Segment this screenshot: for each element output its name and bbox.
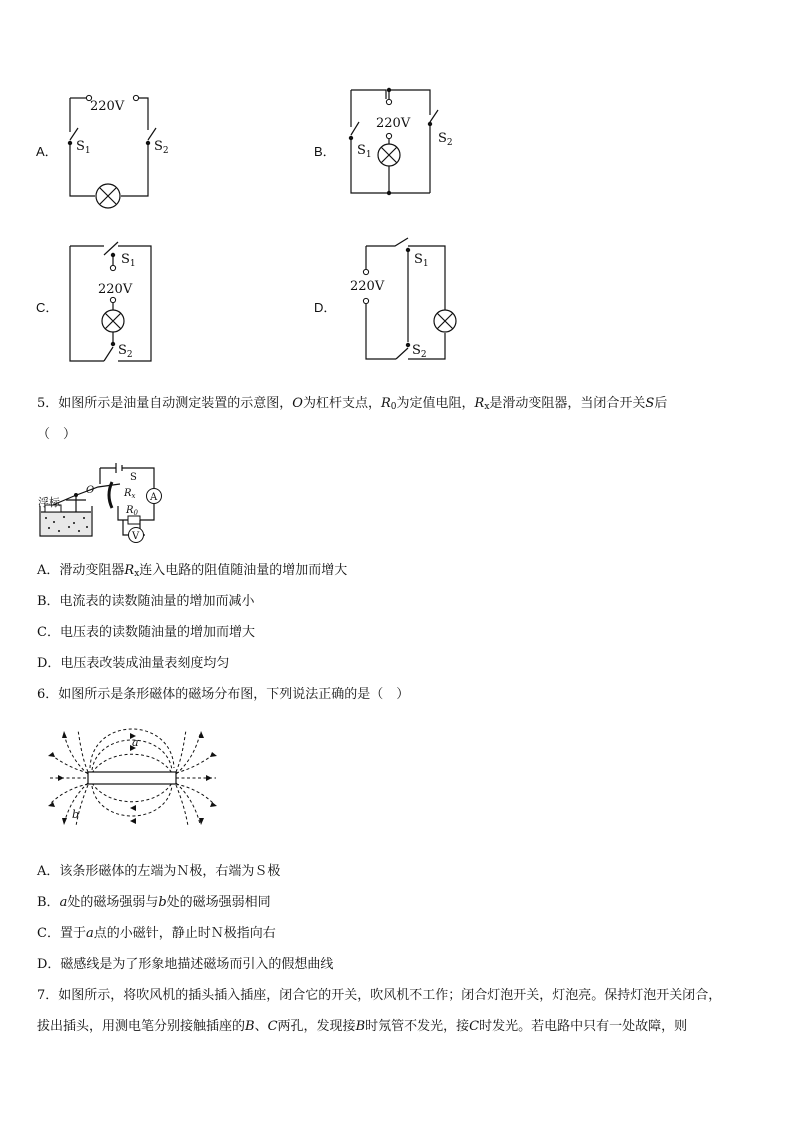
q5-fig-s: S <box>130 472 137 483</box>
q5-option-b: B．电流表的读数随油量的增加而减小 <box>37 594 255 609</box>
q4-c-s2: S <box>118 343 127 358</box>
q4-option-c-letter: C． <box>36 300 59 315</box>
svg-text:S1: $S_1$ <box>76 139 91 156</box>
svg-text:R0: $R_0$ <box>126 505 138 517</box>
q4-b-s2: S <box>438 131 447 146</box>
q5-stem: 5．如图所示是油量自动测定装置的示意图，O为杠杆支点，$R_0$为定值电阻，$R_x$是滑动变阻器，当闭合开关S后 <box>37 396 668 412</box>
svg-text:S2: $S_2$ <box>154 139 169 156</box>
q6-magnet-field-figure <box>48 728 218 828</box>
q4-b-s1: S <box>357 143 366 158</box>
q5-fig-voltmeter: V <box>132 531 140 542</box>
q5-fig-ammeter: A <box>150 492 158 503</box>
q6-fig-point-b: b <box>72 808 80 821</box>
q6-option-b: B．a处的磁场强弱与b处的磁场强弱相同 <box>37 895 271 910</box>
q6-stem: 6．如图所示是条形磁体的磁场分布图，下列说法正确的是（ ） <box>37 687 410 702</box>
q5-fig-r0: R <box>126 505 134 516</box>
q4-circuit-d <box>340 238 470 368</box>
q4-circuit-b <box>340 82 453 202</box>
q5-option-a: A．滑动变阻器$R_x$连入电路的阻值随油量的增加而增大 <box>37 563 348 579</box>
q4-d-voltage: 220V <box>350 279 385 294</box>
q4-d-s1: S <box>414 252 423 267</box>
q4-circuit-c <box>60 238 170 368</box>
q5-fig-float-label: 浮标 <box>38 496 60 509</box>
q7-stem-line2: 拔出插头，用测电笔分别接触插座的B、C两孔，发现接B时氖管不发光，接C时发光。若电路中只有一处故障，则 <box>37 1019 688 1034</box>
q5-oil-gauge-figure <box>38 460 168 545</box>
q4-a-s2: S <box>154 139 163 154</box>
svg-text:S2: $S_2$ <box>118 343 133 360</box>
q4-b-voltage: 220V <box>376 116 411 131</box>
q4-option-b-letter: B． <box>314 144 336 159</box>
q4-d-s2: S <box>412 343 421 358</box>
q4-c-s1: S <box>121 252 130 267</box>
q4-a-voltage: 220V <box>90 99 125 114</box>
q5-fig-rx: R <box>124 488 132 499</box>
svg-text:S2: $S_2$ <box>438 131 453 148</box>
q5-answer-parens: （ ） <box>37 427 77 442</box>
q6-option-d: D．磁感线是为了形象地描述磁场而引入的假想曲线 <box>37 957 334 972</box>
q5-option-c: C．电压表的读数随油量的增加而增大 <box>37 625 255 640</box>
q6-fig-point-a: a <box>132 736 139 749</box>
q7-stem-line1: 7．如图所示，将吹风机的插头插入插座，闭合它的开关，吹风机不工作；闭合灯泡开关，灯泡亮。保持灯泡开关闭合， <box>37 988 722 1003</box>
svg-text:S1: $S_1$ <box>121 252 136 269</box>
q4-circuit-a <box>60 88 170 203</box>
q5-fig-o: O <box>86 485 95 496</box>
q6-option-c: C．置于a点的小磁针，静止时Ｎ极指向右 <box>37 926 276 941</box>
q4-option-d-letter: D． <box>314 300 337 315</box>
q4-a-s1: S <box>76 139 85 154</box>
q6-option-a: A．该条形磁体的左端为Ｎ极，右端为Ｓ极 <box>37 864 281 879</box>
svg-text:S2: $S_2$ <box>412 343 427 360</box>
svg-text:S1: $S_1$ <box>357 143 372 160</box>
svg-text:Rx: $R_x$ <box>124 488 136 500</box>
q5-option-d: D．电压表改装成油量表刻度均匀 <box>37 656 230 671</box>
q4-option-a-letter: A． <box>36 144 58 159</box>
q4-c-voltage: 220V <box>98 282 133 297</box>
svg-text:S1: $S_1$ <box>414 252 429 269</box>
